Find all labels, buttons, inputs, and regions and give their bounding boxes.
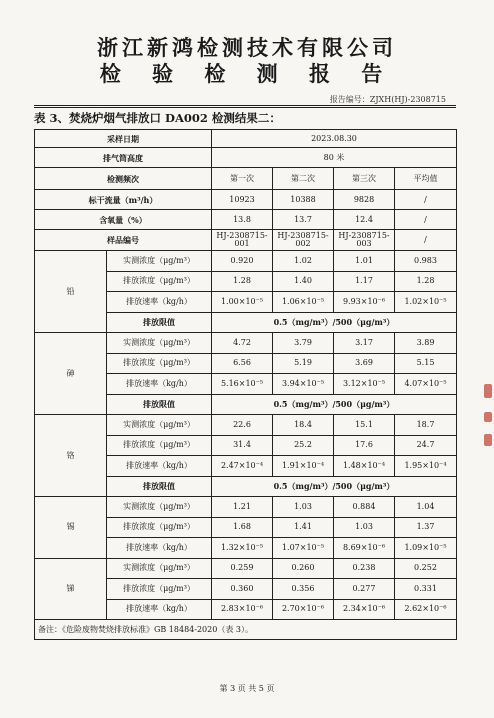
metric-label: 实测浓度（μg/m³） bbox=[107, 333, 212, 354]
header-divider bbox=[34, 105, 456, 106]
metric-value: 6.56 bbox=[212, 353, 273, 374]
metric-value: 25.2 bbox=[273, 435, 334, 456]
metric-label: 排放浓度（μg/m³） bbox=[107, 353, 212, 374]
frequency-col: 第二次 bbox=[273, 168, 334, 190]
metric-value: 1.21 bbox=[212, 497, 273, 518]
sample-no-value: HJ-2308715-001 bbox=[212, 230, 273, 251]
metric-label: 实测浓度（μg/m³） bbox=[107, 415, 212, 436]
oxygen-value: / bbox=[395, 210, 457, 230]
element-measured-row bbox=[35, 415, 457, 436]
sample-no-value: / bbox=[395, 230, 457, 251]
note: 备注：《危险废物焚烧排放标准》GB 18484-2020（表 3）。 bbox=[35, 620, 457, 640]
metric-value: 3.69 bbox=[334, 353, 395, 374]
metric-value: 2.47×10⁻⁴ bbox=[212, 456, 273, 477]
metric-value: 0.884 bbox=[334, 497, 395, 518]
metric-label: 排放速率（kg/h） bbox=[107, 292, 212, 313]
metric-value: 1.02×10⁻⁵ bbox=[395, 292, 457, 313]
metric-value: 1.48×10⁻⁴ bbox=[334, 456, 395, 477]
flow-value: / bbox=[395, 190, 457, 210]
metric-label: 排放速率（kg/h） bbox=[107, 374, 212, 395]
metric-value: 0.360 bbox=[212, 579, 273, 600]
metric-value: 3.17 bbox=[334, 333, 395, 354]
metric-value: 8.69×10⁻⁶ bbox=[334, 538, 395, 559]
flow-value: 10388 bbox=[273, 190, 334, 210]
metric-value: 1.09×10⁻⁵ bbox=[395, 538, 457, 559]
metric-value: 1.06×10⁻⁵ bbox=[273, 292, 334, 313]
note-row bbox=[35, 620, 457, 640]
element-measured-row bbox=[35, 333, 457, 354]
metric-value: 1.04 bbox=[395, 497, 457, 518]
oxygen-value: 13.7 bbox=[273, 210, 334, 230]
metric-value: 0.277 bbox=[334, 579, 395, 600]
metric-label: 排放速率（kg/h） bbox=[107, 538, 212, 559]
metric-value: 1.41 bbox=[273, 517, 334, 538]
sampling-date-row bbox=[35, 130, 457, 148]
metric-value: 15.1 bbox=[334, 415, 395, 436]
metric-value: 3.12×10⁻⁵ bbox=[334, 374, 395, 395]
metric-value: 0.252 bbox=[395, 558, 457, 579]
flow-row bbox=[35, 190, 457, 210]
metric-value: 2.62×10⁻⁶ bbox=[395, 599, 457, 620]
report-number: 报告编号：ZJXH(HJ)-2308715 bbox=[329, 95, 446, 104]
seal-fragment bbox=[484, 434, 492, 446]
limit-value: 0.5（mg/m³）/500（μg/m³） bbox=[212, 312, 457, 333]
metric-value: 1.28 bbox=[212, 271, 273, 292]
metric-value: 1.32×10⁻⁵ bbox=[212, 538, 273, 559]
results-table bbox=[34, 129, 457, 640]
metric-value: 5.19 bbox=[273, 353, 334, 374]
metric-label: 实测浓度（μg/m³） bbox=[107, 558, 212, 579]
metric-label: 实测浓度（μg/m³） bbox=[107, 497, 212, 518]
metric-label: 排放速率（kg/h） bbox=[107, 599, 212, 620]
metric-value: 1.37 bbox=[395, 517, 457, 538]
stack-height-label: 排气筒高度 bbox=[35, 148, 212, 168]
metric-value: 0.920 bbox=[212, 251, 273, 272]
metric-value: 4.07×10⁻⁵ bbox=[395, 374, 457, 395]
stack-height-value: 80 米 bbox=[212, 148, 457, 168]
metric-value: 0.331 bbox=[395, 579, 457, 600]
metric-value: 1.95×10⁻⁴ bbox=[395, 456, 457, 477]
seal-fragment bbox=[484, 412, 492, 422]
sample-no-value: HJ-2308715-003 bbox=[334, 230, 395, 251]
frequency-col: 第三次 bbox=[334, 168, 395, 190]
sample-no-value: HJ-2308715-002 bbox=[273, 230, 334, 251]
metric-value: 1.40 bbox=[273, 271, 334, 292]
element-name: 锡 bbox=[35, 497, 107, 559]
sampling-date-label: 采样日期 bbox=[35, 130, 212, 148]
company-name: 浙江新鸿检测技术有限公司 bbox=[97, 35, 397, 60]
metric-value: 1.03 bbox=[334, 517, 395, 538]
metric-label: 排放浓度（μg/m³） bbox=[107, 435, 212, 456]
frequency-col: 平均值 bbox=[395, 168, 457, 190]
report-title: 检 验 检 测 报 告 bbox=[99, 61, 395, 86]
frequency-row bbox=[35, 168, 457, 190]
metric-value: 5.16×10⁻⁵ bbox=[212, 374, 273, 395]
metric-value: 1.28 bbox=[395, 271, 457, 292]
page-footer: 第 3 页 共 5 页 bbox=[219, 684, 275, 693]
metric-label: 排放浓度（μg/m³） bbox=[107, 579, 212, 600]
metric-value: 4.72 bbox=[212, 333, 273, 354]
oxygen-value: 13.8 bbox=[212, 210, 273, 230]
sampling-date-value: 2023.08.30 bbox=[212, 130, 457, 148]
seal-fragment bbox=[484, 384, 492, 398]
frequency-label: 检测频次 bbox=[35, 168, 212, 190]
header-divider-secondary bbox=[34, 107, 456, 108]
table-title: 表 3、焚烧炉烟气排放口 DA002 检测结果二： bbox=[34, 111, 281, 125]
metric-value: 0.259 bbox=[212, 558, 273, 579]
metric-value: 3.89 bbox=[395, 333, 457, 354]
metric-label: 排放浓度（μg/m³） bbox=[107, 271, 212, 292]
metric-value: 0.983 bbox=[395, 251, 457, 272]
limit-label: 排放限值 bbox=[107, 312, 212, 333]
element-name: 铅 bbox=[35, 251, 107, 333]
element-name: 锑 bbox=[35, 558, 107, 620]
metric-value: 1.00×10⁻⁵ bbox=[212, 292, 273, 313]
element-name: 铬 bbox=[35, 415, 107, 497]
metric-label: 排放速率（kg/h） bbox=[107, 456, 212, 477]
metric-label: 实测浓度（μg/m³） bbox=[107, 251, 212, 272]
metric-value: 18.7 bbox=[395, 415, 457, 436]
metric-value: 5.15 bbox=[395, 353, 457, 374]
element-measured-row bbox=[35, 251, 457, 272]
metric-value: 2.34×10⁻⁶ bbox=[334, 599, 395, 620]
metric-value: 1.68 bbox=[212, 517, 273, 538]
frequency-col: 第一次 bbox=[212, 168, 273, 190]
flow-label: 标干流量（m³/h） bbox=[35, 190, 212, 210]
oxygen-row bbox=[35, 210, 457, 230]
sample-no-label: 样品编号 bbox=[35, 230, 212, 251]
metric-value: 3.79 bbox=[273, 333, 334, 354]
metric-value: 0.356 bbox=[273, 579, 334, 600]
sample-no-row bbox=[35, 230, 457, 251]
metric-value: 24.7 bbox=[395, 435, 457, 456]
metric-label: 排放浓度（μg/m³） bbox=[107, 517, 212, 538]
metric-value: 2.70×10⁻⁶ bbox=[273, 599, 334, 620]
metric-value: 3.94×10⁻⁵ bbox=[273, 374, 334, 395]
limit-value: 0.5（mg/m³）/500（μg/m³） bbox=[212, 394, 457, 415]
metric-value: 1.17 bbox=[334, 271, 395, 292]
metric-value: 31.4 bbox=[212, 435, 273, 456]
metric-value: 1.03 bbox=[273, 497, 334, 518]
limit-value: 0.5（mg/m³）/500（μg/m³） bbox=[212, 476, 457, 497]
metric-value: 0.238 bbox=[334, 558, 395, 579]
limit-label: 排放限值 bbox=[107, 394, 212, 415]
metric-value: 9.93×10⁻⁶ bbox=[334, 292, 395, 313]
element-name: 砷 bbox=[35, 333, 107, 415]
metric-value: 0.260 bbox=[273, 558, 334, 579]
oxygen-label: 含氧量（%） bbox=[35, 210, 212, 230]
metric-value: 1.91×10⁻⁴ bbox=[273, 456, 334, 477]
stack-height-row bbox=[35, 148, 457, 168]
metric-value: 2.83×10⁻⁶ bbox=[212, 599, 273, 620]
metric-value: 1.07×10⁻⁵ bbox=[273, 538, 334, 559]
flow-value: 9828 bbox=[334, 190, 395, 210]
metric-value: 1.02 bbox=[273, 251, 334, 272]
element-measured-row bbox=[35, 558, 457, 579]
flow-value: 10923 bbox=[212, 190, 273, 210]
metric-value: 22.6 bbox=[212, 415, 273, 436]
element-measured-row bbox=[35, 497, 457, 518]
oxygen-value: 12.4 bbox=[334, 210, 395, 230]
metric-value: 17.6 bbox=[334, 435, 395, 456]
metric-value: 1.01 bbox=[334, 251, 395, 272]
limit-label: 排放限值 bbox=[107, 476, 212, 497]
metric-value: 18.4 bbox=[273, 415, 334, 436]
